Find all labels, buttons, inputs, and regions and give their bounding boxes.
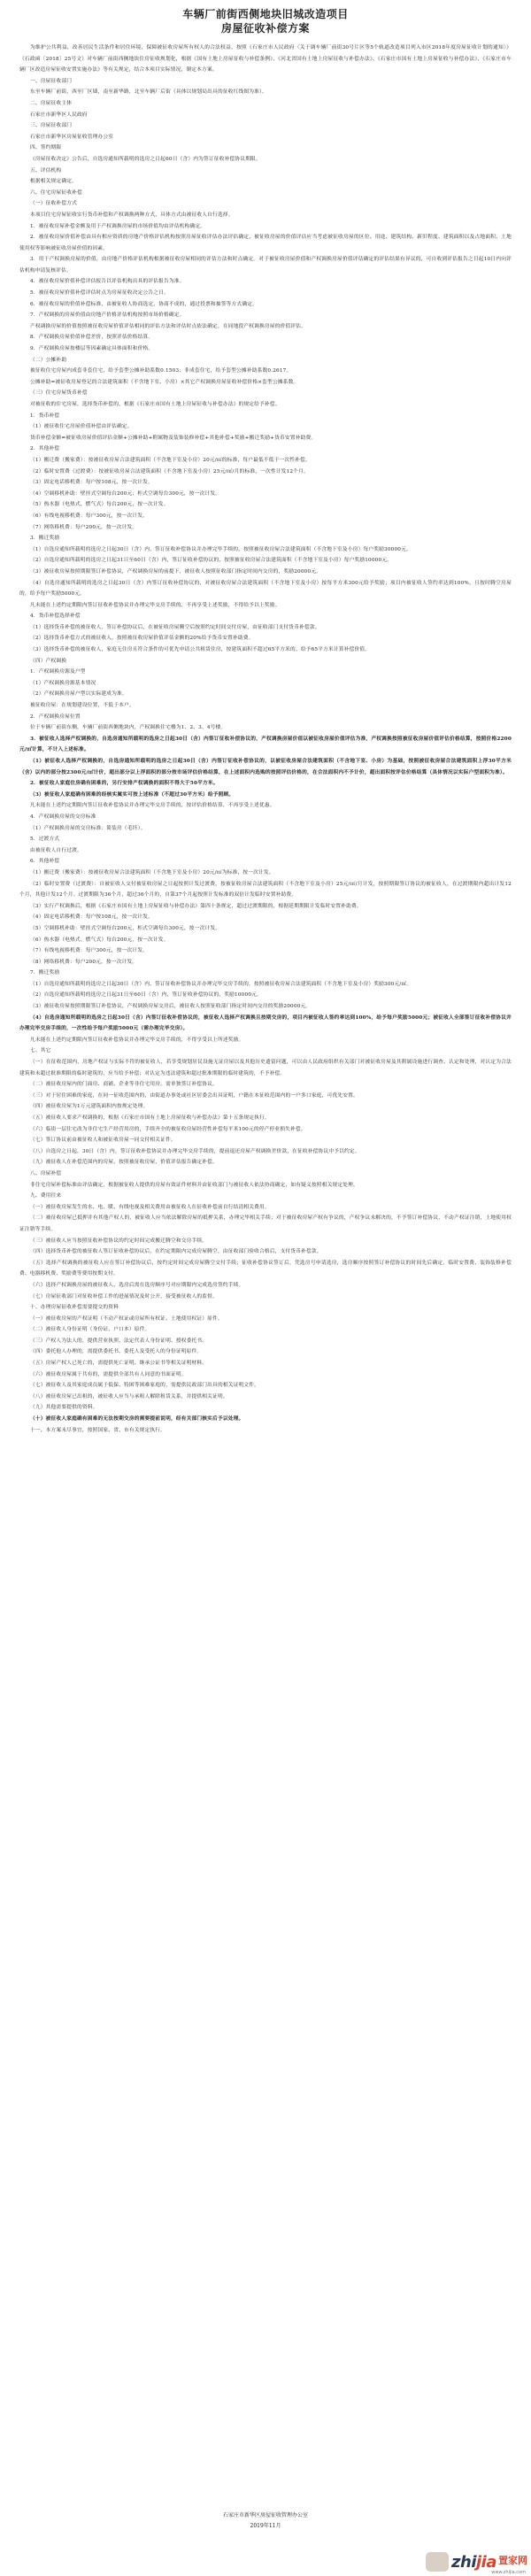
body-paragraph: （7）网络移机费：每户200元，按一次计发。 [30,524,138,530]
body-paragraph: （二）被征收房屋已抵押并有其他产权人的，被征收人应当依法解除房屋的抵押关系，办理完毕相关手续；对于被征收房屋产权有争议的，产权争议未解决的，不予签订补偿协议，不动产权证注销，土地使用权证注销等手续。 [19,1215,512,1232]
body-paragraph: （2）临时安置费（过渡费）：按被征收房屋合法建筑面积（不含地下室及小房）25元/㎡/月的标准，一次性计发12个月。 [30,468,309,474]
body-paragraph: 被征收住宅房屋内成套非套住宅，给予套型公摊补助系数0.1503；非成套住宅，给予套型公摊补助系数0.2617。 [30,368,292,374]
body-paragraph: （七）签订协议前由被征收人和被征收房屋一同交付相关证件。 [30,1138,176,1144]
body-paragraph: 7．搬迁奖励 [30,970,60,976]
section-heading: （四）产权调换 [30,658,67,664]
body-paragraph: 位于车辆厂前街东侧，车辆厂前街西侧地块内，产权调换住宅楼为1、2、3、4号楼。 [30,725,227,731]
body-paragraph: （8）网络移机费：每户200元，按一次计发。 [30,959,138,965]
body-paragraph: （八）自选房之日起，30日（含）内，签订征收补偿协议并办理完毕交房手续的，提前退还房屋产权调换差价款，在征收补偿协议中予以约定。 [30,1148,360,1154]
body-paragraph: （7）有线电视移机费：每户300元，按一次计发。 [30,948,149,954]
body-paragraph: 凡未能在上述约定期限内签订征收补偿协议并办理完毕交房手续的，按评估价格结算，不再享受上述优惠。 [30,803,275,809]
body-paragraph: （1）产权调换房屋的交房标准：简装房（毛坯）。 [30,825,146,831]
body-paragraph: （5）热水器（电热式、燃气式）每台200元，按一次计发。 [30,502,169,508]
title-line-2: 房屋征收补偿方案 [220,22,310,35]
body-paragraph: （1）被征收人选择产权调换的，自选房通知所载明的选房之日起30日（含）内签订征收补偿协议的，以被征收房屋合法建筑面积（不含地下室、小房）为基础，按照被征收房屋合法建筑面积上浮30平方米（含）以内的部分按2300元/㎡计价，超出部分以上浮面积的部分按市场评估价格结算，在上述面积内选购的按照评估价格的，在合法面积内不予计价，超出面积按评估价格结算（具体情况以实际户型面积为准）。 [19,759,512,775]
body-paragraph: （六）被征收房屋属于共有的，需提供全部共有人同意的书面证明。 [30,1371,187,1377]
body-paragraph: （六）选择产权调换房屋的被征收人，选房后需在选房顺序号对应期限内完成选房签约手续。 [30,1282,244,1288]
document-title [0,7,531,35]
body-paragraph: （一）在征收范围内，房地产权证与实际不符的被征收人，若享受规划居民设施无证房屋以及其他历史遗留问题，可以由人民政府组织有关部门对被征收房屋及其附属设施进行调查、认定和处理，对认定为合法建筑和未超过批准期限的临时建筑的，应当给予补偿；对认定为违法建筑和超过批准期限的临时建筑的，不予补偿。 [19,1060,512,1076]
body-paragraph: （3）选择货币补偿的被征收人，家庭无住房且符合条件的可优先申请公共租赁住房，按建筑面积不超过65平方米的，给予65平方米计算补偿价值。 [30,647,371,653]
body-paragraph: 根据相关规定确定。 [30,179,77,185]
body-paragraph: 石家庄市新华区房屋征收管理办公室 [30,134,114,140]
body-paragraph: 4．产权调换房屋的交房标准 [30,814,96,820]
body-paragraph: 3．用于产权调换房屋的价值，由房地产价格评估机构根据被征收房屋相同的评估方法和时点确定。对于被征收房屋价值和产权调换房屋价值评估确定的评估结果有异议的，可自收到评估报告之日起10日内向评估机构申请复核评估。 [19,257,512,274]
body-paragraph: 1．被征收房屋补偿金额及用于产权调换房屋的市场价值均由评估机构确定。 [30,223,206,229]
body-paragraph: （1）被征收住宅房屋价值补偿由评估确定。 [30,424,133,430]
body-paragraph: 非住宅房屋补偿标准由评估确定，根据被征收人提供的房屋有效证件材料并由征收部门与被征收人依法协商确定，如有疑义按照相关规定处理。 [30,1182,358,1188]
body-paragraph: （七）被征收人及其家庭成员属于低保、特困等困难家庭的，需提供民政部门出具的相关证明文件。 [30,1383,260,1389]
site-watermark [400,2548,531,2576]
body-paragraph: （3）被征收房屋按照期限签订补偿协议，产权调换房屋交房后，被征收人按照征收部门指定时间内交房的奖励20000元。 [30,1004,312,1010]
body-paragraph: 凡未能在上述约定期限内签订征收补偿协议并办理完毕交房手续的，不再享受上述奖励，不得给予以上奖励。 [30,602,281,608]
body-paragraph: （1）搬迁费（搬家费）：按被征收房屋合法建筑面积（不含地下室及小房）20元/㎡的标准，每户最低不低于一次性补偿。 [30,457,311,463]
body-paragraph: 6．其他补偿 [30,859,60,865]
body-paragraph: （四）委托他人办理的，需提供委托书、委托人及受托人的身份证明原件。 [30,1349,203,1355]
body-paragraph: （五）房屋产权人已死亡的，需提供死亡证明、继承公证书等相关证明材料。 [30,1361,208,1367]
body-paragraph: 1．产权调换房源及户型 [30,669,86,675]
body-paragraph: （4）自选房通知所载明的选房之日起30日（含）内签订征收补偿协议的，被征收人选择产权调换且按期交房的，项目内被征收人签约率达到100%，给予每户奖励5000元；被征收人全部签订征收补偿协议并办理完毕交房手续的，一次性给予每户奖励5000元（需办理完毕交房）。 [19,1014,512,1032]
body-paragraph: （2）选择货币补偿方式的被征收人，按照被征收房屋价值评估金额的20%给予货币安置补助费。 [30,636,254,642]
body-paragraph: （十）被征收人家庭确有困难的无法按期交房的需要提前说明，经有关部门核实后予以处理。 [30,1416,244,1423]
body-paragraph: （三）产权人为法人的，提供营业执照、法定代表人身份证明、授权委托书。 [30,1338,208,1344]
body-paragraph: 2．被征收人家庭住房确有困难的，另行安排产权调换的面积不得大于50平方米。 [30,781,219,787]
body-paragraph: 4．被征收房屋价值补偿评估报告以评估机构出具的评估报告为准。 [30,279,185,285]
section-heading: 二、房屋征收主体 [30,100,73,106]
footer-date: 2019年11月 [250,2523,281,2529]
brand-wordmark [451,2553,496,2572]
section-heading: 四、签约期限 [30,145,62,151]
brand-wordmark-accent: jia [476,2552,496,2572]
body-paragraph: 为维护公共利益，改善居民生活条件和居住环境，保障被征收房屋所有权人的合法权益，按照《石家庄市人民政府〈关于调车辆厂前街30号片区等5个轨道改造项目列入市区2018年度房屋征收计划的通知〉》（石政函〔2018〕25号文）对车辆厂前街西侧地块住房征收规划化，根据《国有土地上房屋征收与补偿条例》、《河北省国有土地上房屋征收与补偿办法》、《石家庄市国有土地上房屋征收与补偿办法》、《石家庄市车辆厂区改造房屋征收安置实施办法》等有关规定，结合本项目实际情况，制定本方案。 [19,45,512,73]
brand-chinese-name: 置家网 [498,2555,527,2566]
section-heading: 七、其它 [30,1048,51,1054]
body-paragraph: （4）空调移机补助：壁挂式空调每台200元；柜式空调每台300元，按一次计发。 [30,490,221,497]
body-paragraph: （4）固定电话移机费：每户按108元，按一次计发。 [30,914,153,921]
body-paragraph: （二）被征收人身份证明（身份证、户口本）原件。 [30,1327,150,1333]
body-paragraph: 公摊补助=被征收房屋登记的合法建筑面积（不含地下室、小房）×其它产权调换房屋征收补偿价格×套型公摊系数。 [30,379,299,385]
body-paragraph: （3）固定电话移机费：每户按108元，按一次计发。 [30,480,153,486]
body-paragraph: 5．被征收房屋价值补偿评估时点为房屋征收决定公告之日。 [30,290,169,297]
body-paragraph: （4）自选房通知所载明的选房之日起30日（含）内签订征收补偿协议的，对被征收房屋合法建筑面积（不含地下室及小房）按每平方米300元给予奖励；项目内被征收人签约率达到100%，且按时腾空房屋的，给予每户奖励5000元。 [19,580,512,598]
body-paragraph: 6．被征收房屋的价值补偿标准，由被征收人协商选定，协商不成的，通过投票和抽签等方式确定。 [30,301,258,307]
body-paragraph: 产权调换房屋的价值按照被征收房屋价值评估相同的评估方法和评估时点依法确定，在同地段产权调换房屋的价值评估。 [30,323,307,329]
body-paragraph: 7．产权调换的房屋价值由房地产价格评估机构按照市场价格确定。 [30,312,185,319]
body-paragraph: （二）公摊补助 [30,357,67,363]
body-paragraph: （3）被征收人家庭确有困难的经核实属实可按上述标准（不超过30平方米）给予照顾。 [30,791,235,798]
body-paragraph: 《房屋征收决定》公告后，自选房通知所载明的选房之日起60日（含）内为签订征收补偿协议期限。 [30,156,261,162]
body-paragraph: （七）房屋征收部门对征收补偿工作的进展情况及时公开，接受被征收人的监督。 [30,1293,218,1300]
body-paragraph: （五）选择产权调换的被征收人应在签订补偿协议后，按约定时间完成房屋腾空交付手续；征收补偿协议签订后，凭选房号申请选房，选房顺序按照签订补偿协议的时间先后确定，临时安置费、装饰装修补偿费、电器移机费、奖励费等费用按期支付。 [19,1260,512,1277]
body-paragraph: 5．过渡方式 [30,837,60,843]
body-paragraph: （六）临街一层住宅改为非住宅生产经营用房的，手续齐全的被征收房屋经营性补偿每平米100元的停产停业损失补偿。 [30,1126,306,1132]
body-paragraph: （1）产权调换房源基本情况 [30,680,96,686]
body-paragraph: 本项目住宅房屋征收实行货币补偿和产权调换两种方式，具体方式由被征收人自行选择。 [30,212,234,218]
section-heading: （一）征收补偿方式 [30,201,77,207]
body-paragraph: 石家庄市新华区人民政府 [30,112,88,118]
document-body [19,42,512,1436]
section-heading: 九、费用往来 [30,1193,62,1199]
footer-organization: 石家庄市新华区房屋征收管理办公室 [222,2512,308,2518]
title-line-1: 车辆厂前街西侧地块旧城改造项目 [182,8,349,20]
body-paragraph: （3）实行产权调换后，根据《石家庄市国有土地上房屋征收与补偿办法》第四十条规定，超过过渡期限的，根据延期期限计发临时安置补助费。 [30,903,362,909]
body-paragraph: （1）搬迁费（搬家费）：按被征收房屋合法建筑面积（不含地下室及小房）20元/㎡为标准，按一次计发。 [30,869,274,875]
body-paragraph: （5）空调移机补助：壁挂式空调每台200元，柜式空调每台300元，按一次计发。 [30,925,221,931]
body-paragraph: 3．被征收人选择产权调换的，自选房通知所载明的选房之日起30日（含）内签订征收补偿协议的，产权调换房屋价值以被征收房屋价值评估为准，产权调换按照被征收房屋价值评估价格结算，按照价格2200元/㎡计算，不计入上述标准。 [19,736,512,753]
body-paragraph: （四）被征收房屋为1万元建筑面积内按规定处理。 [30,1104,149,1110]
body-paragraph: （九）被征收人在补偿范围内的房屋，按照被征收房屋，价值评估报告确定补偿。 [30,1160,218,1166]
section-heading: 2．其他补偿 [30,446,60,452]
body-paragraph: （3）被征收房屋按照期限签订补偿协议，产权调换房屋的前提下，被征收人按照征收部门指定时间内交房的，奖励20000元。 [30,568,322,575]
body-paragraph: （2）自选房通知所载明的选房之日起31日至60日（含）内，签订征收补偿协议的，按照被征收房屋合法建筑面积（不含地下室及小房）每户奖励10000元。 [30,558,393,564]
section-heading: 八、房屋补偿 [30,1170,62,1176]
body-paragraph: （三）对于居住困难的家庭，在同一征收范围内的，由街道办事处或社区居委会出具证明，户籍在本征收范围内的一户多口家庭，可优先安置。 [30,1092,358,1099]
body-paragraph: 1．货币补偿 [30,413,60,419]
section-heading: 三、房屋征收部门 [30,123,73,129]
body-paragraph: （三）被征收人应当按照征收补偿协议的约定时间完成搬迁腾空和交房手续。 [30,1238,208,1244]
body-paragraph: 货币补偿金额=被征收房屋价值评估金额+公摊补助+附属物及装饰装修补偿+其他补偿+奖励+搬迁奖励+货币安置补助费。 [30,435,317,441]
body-paragraph: 由被征收人自行过渡。 [30,847,82,853]
body-paragraph: 东至车辆厂前街，西至厂区墙，南至新华路，北至车辆厂后街（具体以规划局出具的征收红线图为准）。 [30,89,267,96]
body-paragraph: （1）选择货币补偿的被征收人，签订补偿协议后，在被征收房屋腾空后按照约定时间交付房屋，由征收部门支付货币补偿款。 [30,624,320,630]
body-paragraph: （九）其他需要提供的资料。 [30,1405,98,1411]
body-paragraph: 9．产权调换房屋按楼层等因素确定具体面积和价格。 [30,346,154,352]
brand-logo-icon [426,2552,449,2572]
body-paragraph: （1）自选房通知所载明的选房之日起30日（含）内，签订征收补偿协议并办理完毕交房手续的，按照被征收房屋合法建筑面积（不含地下室及小房）奖励300元/㎡。 [30,981,412,987]
body-paragraph: （2）自选房通知所载明的选房之日起31日至60日（含）内，签订征收补偿协议的，奖励10000元。 [30,992,262,999]
brand-wordmark-main: zhi [451,2552,476,2572]
section-heading: 六、住宅房屋征收补偿 [30,189,82,196]
body-paragraph: （四）选择货币补偿的被征收人签订征收补偿协议后，在约定期限内完成房屋腾空，由征收部门验收合格后，支付货币补偿款。 [30,1249,322,1255]
body-paragraph: 被征收房屋：在规划建设位置，不低于本户。 [30,703,135,709]
body-paragraph: 十一、本方案未尽事宜，按照国家、省、市有关规定执行。 [30,1427,166,1433]
brand-url: www.zhijia.com [491,2570,526,2575]
body-paragraph: 8．产权调换房屋价值补偿差价，按照评估价格结算。 [30,335,154,341]
body-paragraph: （2）产权调换房屋户型以实际建成为准。 [30,691,127,698]
section-heading: 十、办理房屋征收补偿需要提交的资料 [30,1305,119,1311]
body-paragraph: （2）临时安置费（过渡费）：自被征收人交付被征收房屋之日起按照计发过渡费，按被征收房屋合法建筑面积（不含地下室及小房）25元/㎡/月计发，按照期限签订协议的被征收人，在过渡期限内超出计发12个月，其他计发12个月。过渡期限为36个月，超过36个月的，自第37个月起按照计发标准的双倍计发临时安置补助费。 [19,881,512,899]
body-paragraph: （三）住宅房屋货币补偿 [30,390,88,397]
body-paragraph: （6）有线电视移机费：每户300元，按一次计发。 [30,513,149,519]
body-paragraph: （一）被征收房屋发生的水、电、暖、有线电视及相关费用由被征收人在征收补偿前自行结清相关费用。 [30,1204,270,1210]
document-footer [0,2510,531,2532]
body-paragraph: 凡未能在上述约定期限内签订征收补偿协议并办理完毕交房手续的，不得享受以上所述奖励。 [30,1037,244,1043]
section-heading: 一、房屋征收部门 [30,78,73,84]
body-paragraph: 2．被征收房屋价值补偿由具有相应资质的房地产价格评估机构按照房屋征收评估办法评估确定，被征收房屋的价值评估应当考虑被征收房屋的区位、用途、建筑结构、新旧程度、建筑面积以及占地面积、土地使用权等影响被征收房屋价值的因素。 [19,235,512,251]
body-paragraph: 4．货币补偿选择补偿 [30,613,81,620]
body-paragraph: 对被征收的住宅房屋，选择货币补偿的，根据《石家庄市国有土地上房屋征收与补偿办法》的规定给予补偿。 [30,402,281,407]
section-heading: 3．搬迁奖励 [30,536,60,542]
body-paragraph: （五）被征收人要求产权调换的，根据《石家庄市国有土地上房屋征收与补偿办法》第十五条规定执行。 [30,1115,270,1121]
body-paragraph: （八）被征收房屋已出租的，被征收人应当与承租人解除租赁关系，并提供相关证明。 [30,1393,228,1400]
body-paragraph: （一）被征收房屋的产权证明（不动产权证或房屋所有权证、土地使用权证）原件。 [30,1315,223,1322]
body-paragraph: 2．产权调换房屋位置 [30,713,81,720]
body-paragraph: （6）热水器（电热式、燃气式）每台200元，按一次计发。 [30,937,169,943]
body-paragraph: （1）自选房通知所载明的选房之日起30日（含）内，签订征收补偿协议并办理完毕手续的，按照被征收房屋合法建筑面积（不含地下室及小房）每户奖励30000元。 [30,546,412,552]
body-paragraph: （二）被征收房屋内的门面房、商铺、企业等非住宅用房，需单独签订补偿协议。 [30,1082,218,1088]
section-heading: 五、评估机构 [30,167,62,174]
